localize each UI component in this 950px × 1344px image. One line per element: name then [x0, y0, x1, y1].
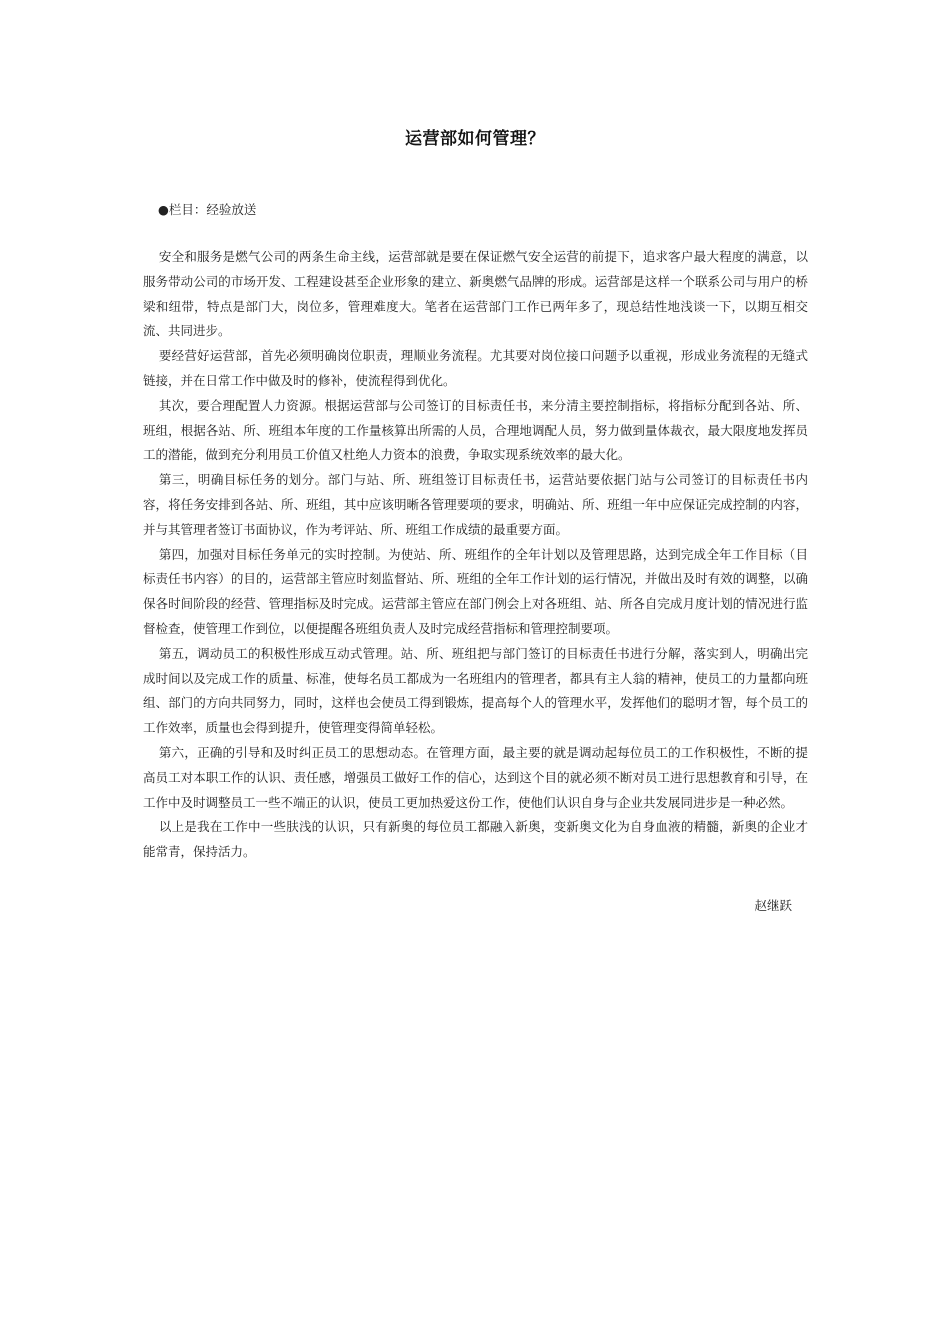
paragraph-guidance: 第六，正确的引导和及时纠正员工的思想动态。在管理方面，最主要的就是调动起每位员工的工作积极性，不断的提高员工对本职工作的认识、责任感，增强员工做好工作的信心，达到这个目的就必须不断对员工进行思想教育和引导，在工作中及时调整员工一些不端正的认识，使员工更加热爱这份工作，使他们认识自身与企业共发展同进步是一种必然。: [143, 744, 808, 810]
paragraph-human-resources: 其次，要合理配置人力资源。根据运营部与公司签订的目标责任书，来分清主要控制指标，将指标分配到各站、所、班组，根据各站、所、班组本年度的工作量核算出所需的人员，合理地调配人员，努力做到量体裁衣，最大限度地发挥员工的潜能，做到充分利用员工价值又杜绝人力资本的浪费，争取实现系统效率的最大化。: [143, 397, 808, 463]
paragraph-realtime-control: 第四，加强对目标任务单元的实时控制。为使站、所、班组作的全年计划以及管理思路，达到完成全年工作目标（目标责任书内容）的目的，运营部主管应时刻监督站、所、班组的全年工作计划的运行情况，并做出及时有效的调整，以确保各时间阶段的经营、管理指标及时完成。运营部主管应在部门例会上对各班组、站、所各自完成月度计划的情况进行监督检查，使管理工作到位，以便提醒各班组负责人及时完成经营指标和管理控制要项。: [143, 546, 808, 636]
paragraph-interactive-management: 第五，调动员工的积极性形成互动式管理。站、所、班组把与部门签订的目标责任书进行分解，落实到人，明确出完成时间以及完成工作的质量、标准，使每名员工都成为一名班组内的管理者，都具有主人翁的精神，使员工的力量都向班组、部门的方向共同努力，同时，这样也会使员工得到锻炼，提高每个人的管理水平，发挥他们的聪明才智，每个员工的工作效率，质量也会得到提升，使管理变得简单轻松。: [143, 645, 808, 736]
column-label: ●栏目：经验放送: [158, 202, 257, 217]
paragraph-target-division: 第三，明确目标任务的划分。部门与站、所、班组签订目标责任书，运营站要依据门站与公司签订的目标责任书内容，将任务安排到各站、所、班组，其中应该明晰各管理要项的要求，明确站、所、班组一年中应保证完成控制的内容，并与其管理者签订书面协议，作为考评站、所、班组工作成绩的最重要方面。: [143, 472, 808, 537]
article-body: [143, 245, 808, 865]
paragraph-conclusion: 以上是我在工作中一些肤浅的认识，只有新奥的每位员工都融入新奥，变新奥文化为自身血液的精髓，新奥的企业才能常青，保持活力。: [143, 819, 808, 860]
paragraph-responsibilities: 要经营好运营部，首先必须明确岗位职责，理顺业务流程。尤其要对岗位接口问题予以重视，形成业务流程的无缝式链接，并在日常工作中做及时的修补，使流程得到优化。: [143, 348, 808, 388]
paragraph-intro: 安全和服务是燃气公司的两条生命主线，运营部就是要在保证燃气安全运营的前提下，追求客户最大程度的满意，以服务带动公司的市场开发、工程建设甚至企业形象的建立、新奥燃气品牌的形成。运营部是这样一个联系公司与用户的桥梁和纽带，特点是部门大，岗位多，管理难度大。笔者在运营部门工作已两年多了，现总结性地浅谈一下，以期互相交流、共同进步。: [143, 249, 808, 339]
page-title: 运营部如何管理？: [405, 129, 545, 149]
author-signature: 赵继跃: [754, 898, 792, 913]
